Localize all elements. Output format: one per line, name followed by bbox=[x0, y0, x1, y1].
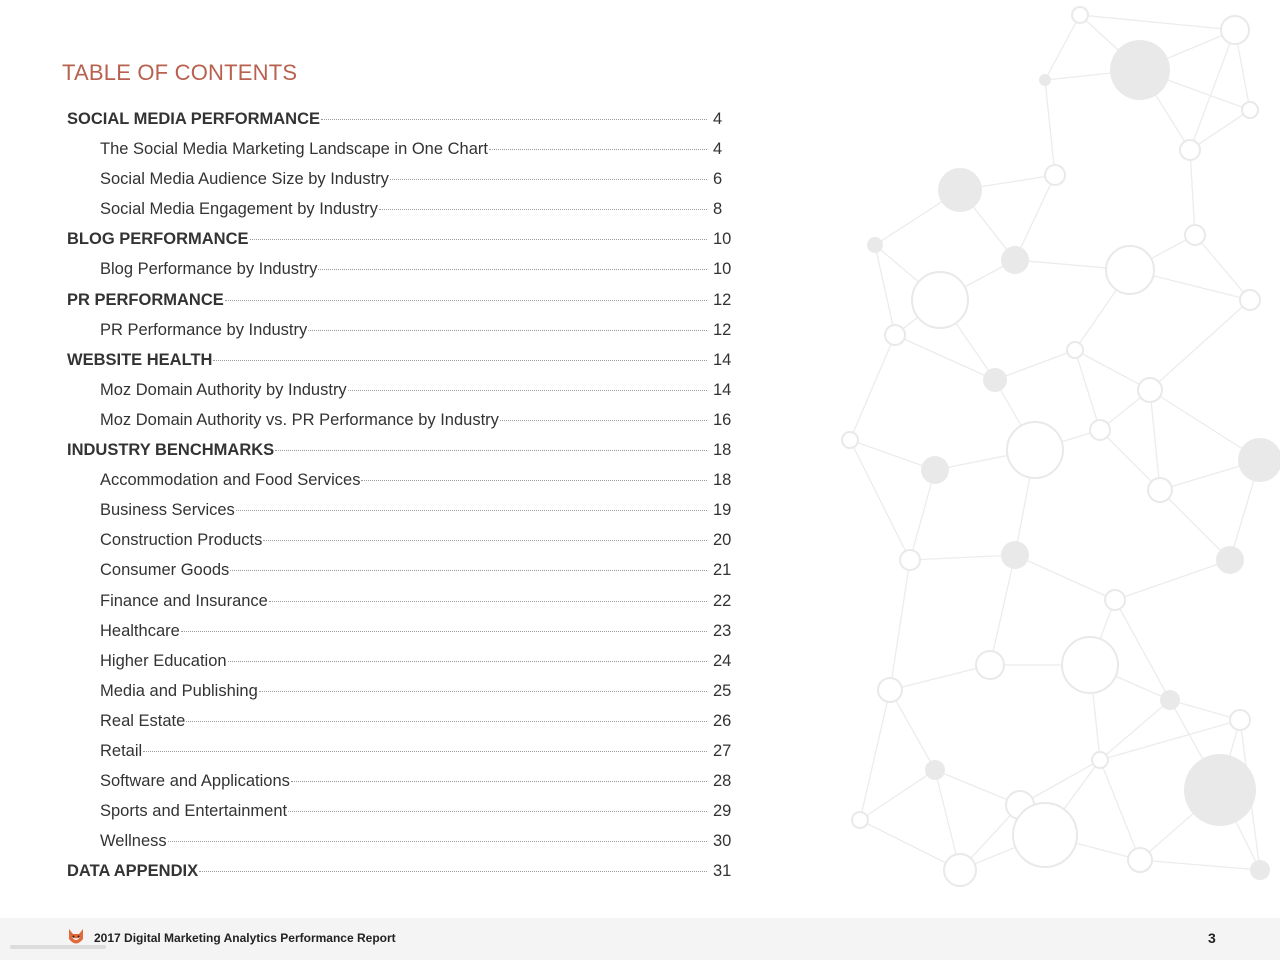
toc-subsection-entry[interactable] bbox=[67, 796, 747, 826]
network-node bbox=[867, 237, 883, 253]
network-link bbox=[860, 770, 935, 820]
toc-entry-label: Software and Applications bbox=[100, 772, 290, 791]
network-node bbox=[1072, 7, 1088, 23]
toc-subsection-entry[interactable] bbox=[67, 646, 747, 676]
network-node bbox=[1160, 690, 1180, 710]
toc-dot-leader bbox=[489, 149, 707, 150]
network-link bbox=[890, 690, 935, 770]
toc-entry-label: Sports and Entertainment bbox=[100, 802, 288, 821]
network-node bbox=[1128, 848, 1152, 872]
network-link bbox=[1190, 150, 1195, 235]
toc-subsection-entry[interactable] bbox=[67, 254, 747, 284]
network-link bbox=[890, 665, 990, 690]
toc-subsection-entry[interactable] bbox=[67, 766, 747, 796]
toc-dot-leader bbox=[275, 450, 707, 451]
toc-entry-page: 25 bbox=[713, 681, 732, 700]
toc-entry-label: Construction Products bbox=[100, 531, 263, 550]
toc-entry-page: 16 bbox=[713, 410, 732, 429]
toc-section-entry[interactable] bbox=[67, 104, 747, 134]
toc-entry-label: Healthcare bbox=[100, 621, 180, 640]
toc-dot-leader bbox=[250, 239, 708, 240]
network-node bbox=[1106, 246, 1154, 294]
network-link bbox=[1100, 720, 1240, 760]
toc-subsection-entry[interactable] bbox=[67, 706, 747, 736]
network-link bbox=[1015, 175, 1055, 260]
toc-entry-page: 24 bbox=[713, 651, 732, 670]
network-link bbox=[1115, 600, 1170, 700]
toc-dot-leader bbox=[181, 631, 707, 632]
toc-section-entry[interactable] bbox=[67, 285, 747, 315]
toc-entry-page: 12 bbox=[713, 320, 732, 339]
toc-entry-page: 8 bbox=[713, 200, 723, 219]
toc-dot-leader bbox=[228, 661, 707, 662]
network-link bbox=[1100, 760, 1140, 860]
toc-dot-leader bbox=[199, 871, 707, 872]
toc-entry-label: Retail bbox=[100, 741, 143, 760]
network-node bbox=[1230, 710, 1250, 730]
toc-entry-label: Finance and Insurance bbox=[100, 591, 268, 610]
toc-entry-label: Higher Education bbox=[100, 651, 227, 670]
toc-entry-label: WEBSITE HEALTH bbox=[67, 350, 213, 369]
toc-entry-label: Business Services bbox=[100, 501, 235, 520]
network-node bbox=[1045, 165, 1065, 185]
network-node bbox=[1240, 290, 1260, 310]
network-link bbox=[1150, 300, 1250, 390]
toc-subsection-entry[interactable] bbox=[67, 194, 747, 224]
toc-entry-page: 23 bbox=[713, 621, 732, 640]
toc-dot-leader bbox=[213, 360, 707, 361]
toc-dot-leader bbox=[291, 781, 707, 782]
toc-dot-leader bbox=[269, 601, 707, 602]
toc-dot-leader bbox=[321, 119, 707, 120]
toc-entry-page: 20 bbox=[713, 531, 732, 550]
toc-entry-label: Social Media Engagement by Industry bbox=[100, 200, 378, 219]
toc-entry-page: 19 bbox=[713, 501, 732, 520]
toc-entry-page: 18 bbox=[713, 441, 732, 460]
toc-entry-page: 22 bbox=[713, 591, 732, 610]
toc-entry-label: INDUSTRY BENCHMARKS bbox=[67, 441, 275, 460]
network-node bbox=[842, 432, 858, 448]
network-link bbox=[1100, 700, 1170, 760]
toc-list bbox=[67, 104, 747, 886]
network-node bbox=[852, 812, 868, 828]
toc-entry-page: 18 bbox=[713, 471, 732, 490]
toc-entry-label: Consumer Goods bbox=[100, 561, 230, 580]
toc-dot-leader bbox=[236, 510, 707, 511]
toc-entry-page: 29 bbox=[713, 802, 732, 821]
toc-dot-leader bbox=[308, 330, 707, 331]
toc-entry-label: Moz Domain Authority by Industry bbox=[100, 380, 347, 399]
network-node bbox=[885, 325, 905, 345]
network-node bbox=[938, 168, 982, 212]
toc-entry-label: Moz Domain Authority vs. PR Performance by Industry bbox=[100, 410, 499, 429]
network-node bbox=[1184, 754, 1256, 826]
toc-title: TABLE OF CONTENTS bbox=[62, 60, 298, 85]
toc-dot-leader bbox=[143, 751, 707, 752]
network-node bbox=[1138, 378, 1162, 402]
network-node bbox=[1039, 74, 1051, 86]
toc-entry-label: Media and Publishing bbox=[100, 681, 258, 700]
network-node bbox=[878, 678, 902, 702]
toc-entry-page: 31 bbox=[713, 862, 732, 881]
network-node bbox=[976, 651, 1004, 679]
toc-entry-label: BLOG PERFORMANCE bbox=[67, 230, 249, 249]
toc-dot-leader bbox=[259, 691, 707, 692]
network-link bbox=[1045, 80, 1055, 175]
toc-entry-label: DATA APPENDIX bbox=[67, 862, 199, 881]
network-node bbox=[1062, 637, 1118, 693]
network-node bbox=[1092, 752, 1108, 768]
toc-dot-leader bbox=[390, 179, 707, 180]
network-node bbox=[925, 760, 945, 780]
network-node bbox=[1148, 478, 1172, 502]
network-node bbox=[1105, 590, 1125, 610]
toc-entry-page: 6 bbox=[713, 170, 723, 189]
footer bbox=[0, 918, 1280, 960]
toc-dot-leader bbox=[186, 721, 707, 722]
toc-entry-label: Social Media Audience Size by Industry bbox=[100, 170, 389, 189]
network-node bbox=[1001, 246, 1029, 274]
toc-entry-label: Real Estate bbox=[100, 711, 186, 730]
footer-report-title: 2017 Digital Marketing Analytics Performance Report bbox=[94, 931, 396, 945]
network-node bbox=[1013, 803, 1077, 867]
toc-entry-page: 12 bbox=[713, 290, 732, 309]
network-link bbox=[910, 470, 935, 560]
toc-entry-label: Wellness bbox=[100, 832, 167, 851]
toc-entry-label: SOCIAL MEDIA PERFORMANCE bbox=[67, 110, 321, 128]
toc-entry-page: 10 bbox=[713, 230, 732, 249]
network-node bbox=[944, 854, 976, 886]
toc-section-entry[interactable] bbox=[67, 345, 747, 375]
network-link bbox=[875, 245, 895, 335]
network-link bbox=[1045, 15, 1080, 80]
network-node bbox=[1001, 541, 1029, 569]
toc-subsection-entry[interactable] bbox=[67, 525, 747, 555]
network-node bbox=[983, 368, 1007, 392]
network-node bbox=[921, 456, 949, 484]
network-node bbox=[1221, 16, 1249, 44]
network-nodes bbox=[842, 7, 1280, 886]
toc-entry-page: 21 bbox=[713, 561, 732, 580]
toc-entry-label: PR Performance by Industry bbox=[100, 320, 308, 339]
network-link bbox=[850, 335, 895, 440]
toc-subsection-entry[interactable] bbox=[67, 736, 747, 766]
network-link bbox=[1115, 560, 1230, 600]
toc-entry-page: 14 bbox=[713, 380, 732, 399]
network-node bbox=[1180, 140, 1200, 160]
toc-entry-label: Accommodation and Food Services bbox=[100, 471, 361, 490]
network-node bbox=[1067, 342, 1083, 358]
toc-entry-page: 27 bbox=[713, 741, 732, 760]
network-link bbox=[1015, 555, 1115, 600]
network-link bbox=[995, 350, 1075, 380]
toc-subsection-entry[interactable] bbox=[67, 826, 747, 856]
network-link bbox=[890, 560, 910, 690]
toc-entry-page: 26 bbox=[713, 711, 732, 730]
network-link bbox=[1080, 15, 1235, 30]
toc-entry-label: PR PERFORMANCE bbox=[67, 290, 224, 309]
toc-entry-label: The Social Media Marketing Landscape in One Chart bbox=[100, 140, 488, 159]
footer-page-number: 3 bbox=[1208, 930, 1216, 946]
toc-dot-leader bbox=[348, 390, 707, 391]
toc-subsection-entry[interactable] bbox=[67, 586, 747, 616]
network-node bbox=[1242, 102, 1258, 118]
toc-subsection-entry[interactable] bbox=[67, 616, 747, 646]
network-link bbox=[990, 555, 1015, 665]
toc-subsection-entry[interactable] bbox=[67, 495, 747, 525]
toc-dot-leader bbox=[168, 841, 707, 842]
toc-dot-leader bbox=[361, 480, 707, 481]
toc-subsection-entry[interactable] bbox=[67, 555, 747, 585]
network-node bbox=[1007, 422, 1063, 478]
toc-section-entry[interactable] bbox=[67, 224, 747, 254]
site-watermark bbox=[10, 942, 106, 952]
toc-dot-leader bbox=[288, 811, 707, 812]
toc-dot-leader bbox=[263, 540, 707, 541]
network-link bbox=[1140, 860, 1260, 870]
network-node bbox=[900, 550, 920, 570]
toc-section-entry[interactable] bbox=[67, 856, 747, 886]
network-background bbox=[840, 0, 1280, 918]
toc-subsection-entry[interactable] bbox=[67, 465, 747, 495]
toc-entry-page: 14 bbox=[713, 350, 732, 369]
toc-subsection-entry[interactable] bbox=[67, 164, 747, 194]
toc-entry-label: Blog Performance by Industry bbox=[100, 260, 318, 279]
toc-entry-page: 30 bbox=[713, 832, 732, 851]
network-node bbox=[912, 272, 968, 328]
toc-entry-page: 28 bbox=[713, 772, 732, 791]
toc-dot-leader bbox=[318, 269, 707, 270]
network-link bbox=[1160, 490, 1230, 560]
toc-subsection-entry[interactable] bbox=[67, 676, 747, 706]
toc-dot-leader bbox=[230, 570, 707, 571]
toc-dot-leader bbox=[379, 209, 707, 210]
toc-subsection-entry[interactable] bbox=[67, 134, 747, 164]
toc-dot-leader bbox=[500, 420, 707, 421]
network-node bbox=[1250, 860, 1270, 880]
toc-entry-page: 4 bbox=[713, 110, 723, 128]
network-link bbox=[1150, 390, 1160, 490]
toc-subsection-entry[interactable] bbox=[67, 405, 747, 435]
network-node bbox=[1090, 420, 1110, 440]
network-node bbox=[1185, 225, 1205, 245]
network-node bbox=[1238, 438, 1280, 482]
toc-dot-leader bbox=[225, 300, 707, 301]
network-link bbox=[860, 690, 890, 820]
network-node bbox=[1216, 546, 1244, 574]
toc-entry-page: 10 bbox=[713, 260, 732, 279]
toc-subsection-entry[interactable] bbox=[67, 315, 747, 345]
toc-subsection-entry[interactable] bbox=[67, 375, 747, 405]
network-link bbox=[910, 555, 1015, 560]
toc-entry-page: 4 bbox=[713, 140, 723, 159]
network-link bbox=[1195, 235, 1250, 300]
toc-section-entry[interactable] bbox=[67, 435, 747, 465]
network-node bbox=[1110, 40, 1170, 100]
